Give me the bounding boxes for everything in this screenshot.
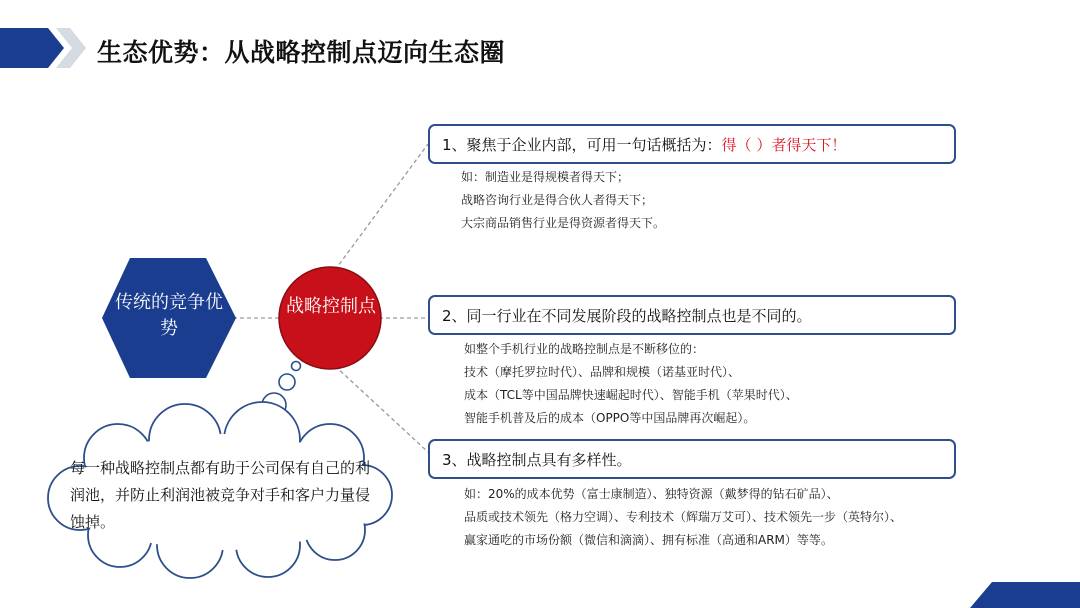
point-1-box — [428, 124, 956, 164]
point-1-details — [461, 166, 665, 235]
point-2-heading: 2、同一行业在不同发展阶段的战略控制点也是不同的。 — [442, 306, 812, 325]
point-3-heading: 3、战略控制点具有多样性。 — [442, 450, 632, 469]
traditional-advantage-label: 传统的竞争优势 — [115, 292, 223, 339]
detail-line: 战略咨询行业是得合伙人者得天下； — [461, 193, 654, 207]
detail-line: 赢家通吃的市场份额（微信和滴滴）、拥有标准（高通和ARM）等等。 — [464, 533, 833, 547]
detail-line: 品质或技术领先（格力空调）、专利技术（辉瑞万艾可）、技术领先一步（英特尔）、 — [464, 510, 903, 524]
point-3-box — [428, 439, 956, 479]
point-1-heading: 1、聚焦于企业内部，可用一句话概括为： — [442, 135, 722, 154]
connector-hub-point1 — [335, 144, 428, 270]
detail-line: 技术（摩托罗拉时代）、品牌和规模（诺基亚时代）、 — [464, 365, 741, 379]
thought-bubble-medium — [279, 374, 295, 390]
point-3-details — [464, 483, 902, 552]
detail-line: 大宗商品销售行业是得资源者得天下。 — [461, 216, 666, 230]
point-1-emphasis: 得（ ）者得天下！ — [721, 135, 847, 154]
detail-line: 成本（TCL等中国品牌快速崛起时代）、智能手机（苹果时代）、 — [464, 388, 798, 402]
detail-line: 如：制造业是得规模者得天下； — [461, 170, 630, 184]
thought-bubble-small — [292, 362, 301, 371]
page-title: 生态优势：从战略控制点迈向生态圈 — [97, 38, 506, 67]
detail-line: 如：20%的成本优势（富士康制造）、独特资源（戴梦得的钻石矿品）、 — [464, 487, 839, 501]
detail-line: 智能手机普及后的成本（OPPO等中国品牌再次崛起）。 — [464, 411, 756, 425]
point-2-box — [428, 295, 956, 335]
cloud-callout-text: 每一种战略控制点都有助于公司保有自己的利润池，并防止利润池被竞争对手和客户力量侵蚀掉。 — [70, 459, 371, 531]
corner-decoration — [970, 582, 1080, 608]
detail-line: 如整个手机行业的战略控制点是不断移位的： — [464, 342, 705, 356]
strategic-control-point-label: 战略控制点 — [286, 296, 376, 317]
point-2-details — [464, 338, 798, 430]
